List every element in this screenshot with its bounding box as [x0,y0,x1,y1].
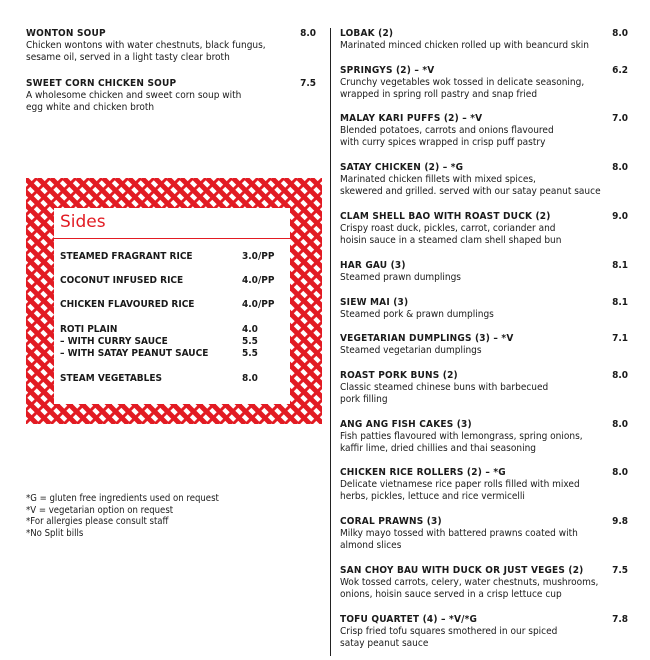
column-divider [330,28,331,656]
item-name: ANG ANG FISH CAKES (3) [340,419,472,430]
menu-item [340,28,628,52]
sides-title-rule [54,238,290,239]
item-description: Marinated minced chicken rolled up with beancurd skin [340,40,589,51]
side-label: CHICKEN FLAVOURED RICE [60,299,195,310]
menu-item [340,162,628,198]
item-price: 8.0 [612,467,628,478]
menu-item [26,78,316,114]
side-label: COCONUT INFUSED RICE [60,275,184,286]
item-name: WONTON SOUP [26,28,106,39]
note-line: *V = vegetarian option on request [26,504,174,516]
item-description: Steamed vegetarian dumplings [340,345,482,356]
menu-item [340,467,628,503]
menu-item [340,419,628,455]
side-label: ROTI PLAIN [60,324,118,335]
side-price: 5.5 [242,348,258,359]
side-label: STEAM VEGETABLES [60,373,162,384]
side-price: 5.5 [242,336,258,347]
menu-item [340,297,628,321]
menu-item [26,28,316,64]
item-description: Steamed prawn dumplings [340,272,461,283]
menu-item [340,333,628,357]
item-description: Crispy roast duck, pickles, carrot, coriander and hoisin sauce in a steamed clam shell shaped bun [340,223,562,246]
item-name: SATAY CHICKEN (2) – *G [340,162,464,173]
item-description: Delicate vietnamese rice paper rolls filled with mixed herbs, pickles, lettuce and rice vermicelli [340,479,580,502]
item-price: 9.0 [612,211,628,222]
side-price: 8.0 [242,373,258,384]
item-price: 7.1 [612,333,628,344]
item-description: Blended potatoes, carrots and onions flavoured with curry spices wrapped in crisp puff pastry [340,125,554,148]
item-price: 7.5 [612,565,628,576]
side-row [60,299,286,311]
menu-notes [26,493,219,539]
item-name: HAR GAU (3) [340,260,406,271]
item-price: 8.0 [612,28,628,39]
item-description: Milky mayo tossed with battered prawns coated with almond slices [340,528,578,551]
item-name: VEGETARIAN DUMPLINGS (3) – *V [340,333,514,344]
side-label: – WITH CURRY SAUCE [60,336,168,347]
item-price: 7.5 [300,78,316,89]
item-price: 8.0 [612,162,628,173]
note-line: *For allergies please consult staff [26,516,169,527]
item-name: SPRINGYS (2) – *V [340,65,435,76]
item-price: 8.1 [612,260,628,271]
side-price: 4.0/PP [242,275,275,286]
item-name: ROAST PORK BUNS (2) [340,370,458,381]
sides-panel [26,178,322,424]
item-name: MALAY KARI PUFFS (2) – *V [340,113,483,124]
item-price: 8.1 [612,297,628,308]
note-line: *No Split bills [26,527,84,539]
side-price: 4.0/PP [242,299,275,310]
menu-item [340,614,628,650]
side-row [60,348,286,360]
side-label: STEAMED FRAGRANT RICE [60,251,193,262]
item-description: Chicken wontons with water chestnuts, black fungus, sesame oil, served in a light tasty clear broth [26,40,266,63]
item-description: Crunchy vegetables wok tossed in delicate seasoning, wrapped in spring roll pastry and snap fried [340,77,585,100]
item-name: SIEW MAI (3) [340,297,409,308]
item-name: SWEET CORN CHICKEN SOUP [26,78,177,89]
item-description: A wholesome chicken and sweet corn soup with egg white and chicken broth [26,90,242,113]
side-price: 4.0 [242,324,258,335]
item-price: 8.0 [612,419,628,430]
item-name: TOFU QUARTET (4) – *V/*G [340,614,478,625]
side-row [60,275,286,287]
side-row [60,324,286,336]
item-name: CLAM SHELL BAO WITH ROAST DUCK (2) [340,211,551,222]
item-price: 8.0 [612,370,628,381]
menu-item [340,370,628,406]
item-name: SAN CHOY BAU WITH DUCK OR JUST VEGES (2) [340,565,584,576]
item-price: 7.0 [612,113,628,124]
menu-item [340,211,628,247]
item-price: 7.8 [612,614,628,625]
side-price: 3.0/PP [242,251,275,262]
menu-item [340,113,628,149]
item-name: LOBAK (2) [340,28,394,39]
menu-item [340,516,628,552]
item-price: 6.2 [612,65,628,76]
item-description: Crisp fried tofu squares smothered in our spiced satay peanut sauce [340,626,558,649]
menu-item [340,65,628,101]
item-description: Fish patties flavoured with lemongrass, spring onions, kaffir lime, dried chillies and thai seasoning [340,431,583,454]
menu-item [340,260,628,284]
sides-title: Sides [60,212,106,232]
item-description: Steamed pork & prawn dumplings [340,309,494,320]
item-description: Classic steamed chinese buns with barbecued pork filling [340,382,549,405]
side-row [60,336,286,348]
item-name: CORAL PRAWNS (3) [340,516,442,527]
item-description: Wok tossed carrots, celery, water chestnuts, mushrooms, onions, hoisin sauce served in a crisp lettuce cup [340,577,599,600]
side-row [60,251,286,263]
side-label: – WITH SATAY PEANUT SAUCE [60,348,209,359]
item-price: 8.0 [300,28,316,39]
menu-item [340,565,628,601]
item-name: CHICKEN RICE ROLLERS (2) – *G [340,467,506,478]
sides-box [54,208,290,404]
item-description: Marinated chicken fillets with mixed spices, skewered and grilled. served with our satay peanut sauce [340,174,601,197]
note-line: *G = gluten free ingredients used on request [26,493,219,504]
item-price: 9.8 [612,516,628,527]
side-row [60,373,286,385]
